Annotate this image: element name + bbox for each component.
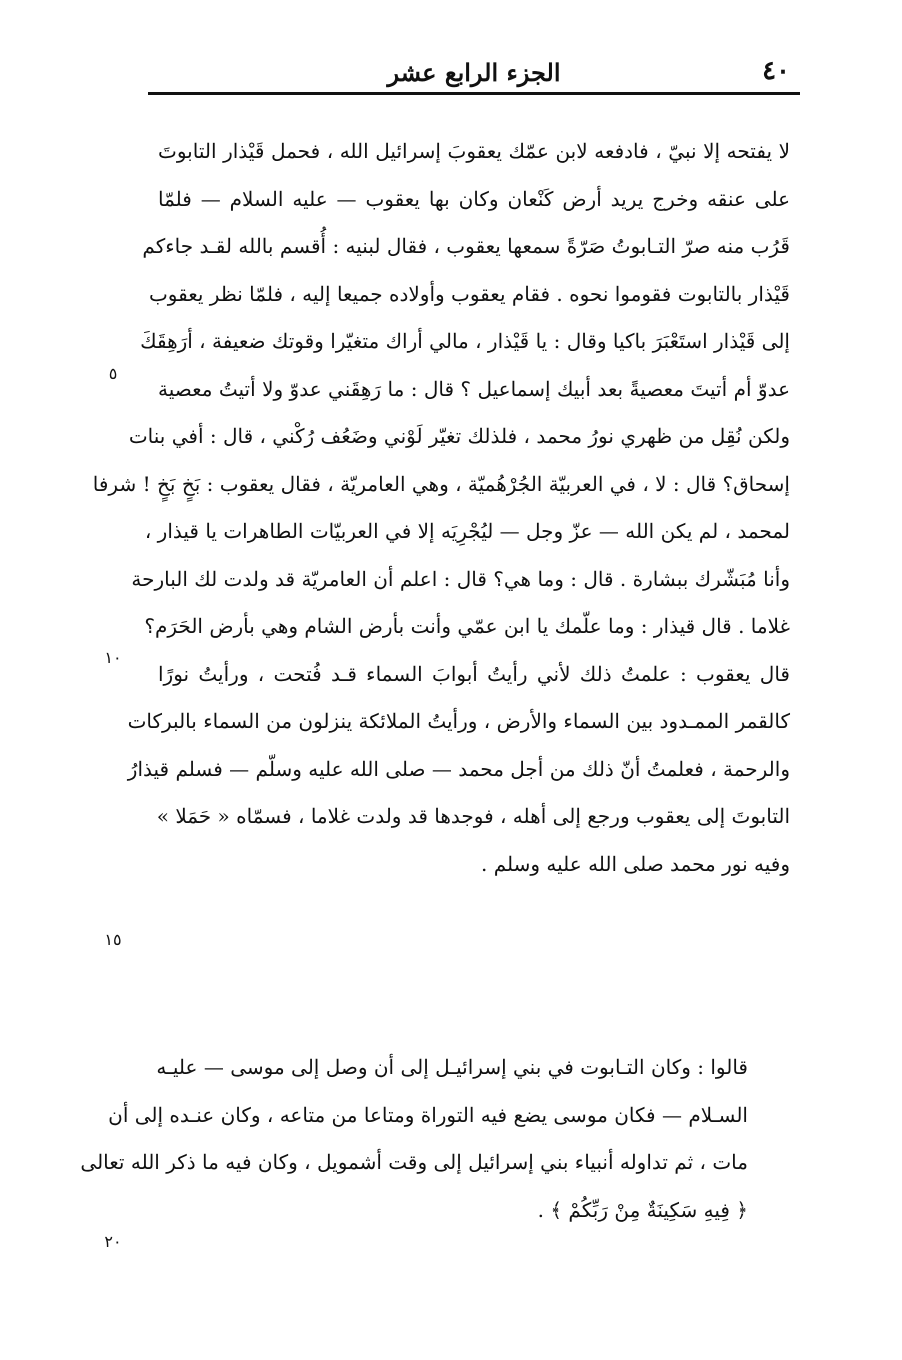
text-line: والرحمة ، فعلمتُ أنّ ذلك من أجل محمد — صلى الله عليه وسلّم — فسلم قيذارُ [127,756,790,781]
text-line: غلاما . قال قيذار : وما علّمك يا ابن عمّي وأنت بأرض الشام وهي بأرض الحَرَم؟ [144,614,790,638]
text-line: السـلام — فكان موسى يضع فيه التوراة ومتاعا من متاعه ، وكان عنـده إلى أن [108,1102,748,1127]
text-line: وفيه نور محمد صلى الله عليه وسلم . [480,851,790,876]
line-number-5: ٥ [108,364,118,383]
text-line: كالقمر الممـدود بين السماء والأرض ، ورأيتُ الملائكة ينزلون من السماء بالبركات [127,709,790,733]
text-line: قَرُب منه صرّ التـابوتُ صَرّةً سمعها يعقوب ، فقال لبنيه : أُقسم بالله لقـد جاءكم [142,234,790,258]
text-line: قالوا : وكان التـابوت في بني إسرائيـل إلى أن وصل إلى موسى — عليـه [156,1055,748,1079]
text-line: ﴿ فِيهِ سَكِينَةٌ مِنْ رَبِّكُمْ ﴾ . [537,1197,748,1222]
paragraph-2 [80,1044,790,1234]
text-line: لا يفتحه إلا نبيّ ، فادفعه لابن عمّك يعقوبَ إسرائيل الله ، فحمل قَيْذار التابوتَ [158,139,790,163]
text-line: التابوتَ إلى يعقوب ورجع إلى أهله ، فوجدها قد ولدت غلاما ، فسمّاه « حَمَلا » [156,804,790,828]
text-line: قَيْذار بالتابوت فقوموا نحوه . فقام يعقوب وأولاده جميعا إليه ، فلمّا نظر يعقوب [148,281,790,306]
text-line: لمحمد ، لم يكن الله — عزّ وجل — ليُجْرِيَه إلا في العربيّات الطاهرات يا قيذار ، [144,519,790,543]
text-line: وأنا مُبَشّرك ببشارة . قال : وما هي؟ قال : اعلم أن العامريّة قد ولدت لك البارحة [131,566,790,591]
page-header [148,52,800,96]
text-line: مات ، ثم تداوله أنبياء بني إسرائيل إلى وقت أشمويل ، وكان فيه ما ذكر الله تعالى [80,1150,748,1174]
text-line: عدوّ أم أتيتَ معصيةً بعد أبيك إسماعيل ؟ قال : ما رَهِقَني عدوّ ولا أتيتُ معصية [158,376,790,401]
running-title: الجزء الرابع عشر [387,58,561,87]
line-number-10: ١٠ [104,648,122,667]
line-number-15: ١٥ [104,930,122,949]
text-line: على عنقه وخرج يريد أرض كَنْعان وكان بها يعقوب — عليه السلام — فلمّا [158,186,791,211]
text-line: إلى قَيْذار استَعْبَرَ باكيا وقال : يا قَيْذار ، مالي أراك متغيّرا وقوتك ضعيفة ، أرَهِقَكَ [140,329,790,353]
text-line: إسحاق؟ قال : لا ، في العربيّة الجُرْهُميّة ، وهي العامريّة ، فقال يعقوب : بَخٍ بَخٍ ! شرفا [92,471,790,496]
text-line: ولكن نُقِل من ظهري نورُ محمد ، فلذلك تغيّر لَوْني وضَعُف رُكْني ، قال : أفي بنات [128,424,790,448]
line-number-20: ٢٠ [104,1232,122,1251]
text-line: قال يعقوب : علمتُ ذلك لأني رأيتُ أبوابَ السماء قـد فُتحت ، ورأيتُ نورًا [158,661,790,686]
header-rule [148,92,800,95]
page-number: ٤٠ [762,56,790,86]
